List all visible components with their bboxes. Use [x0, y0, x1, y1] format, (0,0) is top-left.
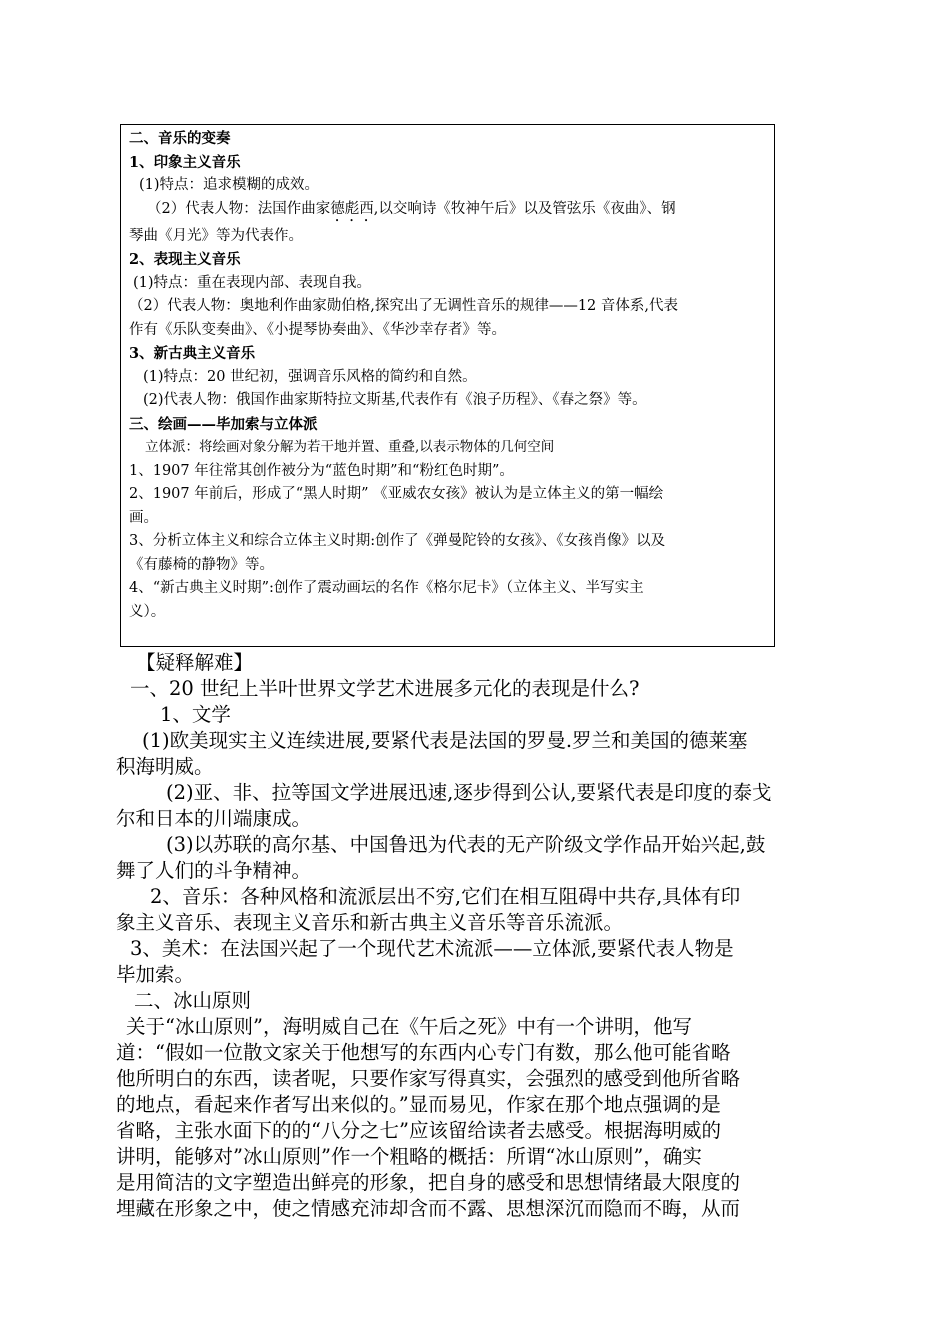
section-heading-painting: 三、绘画——毕加索与立体派 [129, 415, 318, 433]
impressionism-feature: (1)特点：追求模糊的成效。 [139, 177, 320, 193]
picasso-period-3-cont: 《有藤椅的静物》等。 [129, 556, 274, 573]
expressionism-representative: （2）代表人物：奥地利作曲家勋伯格,探究出了无调性音乐的规律——12 音体系,代表 [129, 298, 679, 314]
question-2: 二、冰山原则 [134, 989, 252, 1012]
iceberg-line-6: 讲明，能够对”冰山原则”作一个粗略的概括：所谓“冰山原则”，确实 [116, 1145, 702, 1168]
iceberg-line-5: 省略，主张水面下的的“八分之七”应该留给读者去感受。根据海明威的 [116, 1119, 721, 1142]
impressionism-representative: （2）代表人物：法国作曲家德彪西,以交响诗《牧神午后》以及管弦乐《夜曲》、钢 [147, 200, 676, 217]
cubism-definition: 立体派：将绘画对象分解为若干地并置、重叠,以表示物体的几何空间 [145, 439, 555, 455]
literature-title: 1、文学 [160, 703, 231, 726]
impressionism-representative-cont: 琴曲《月光》等为代表作。 [129, 227, 303, 244]
picasso-period-4: 4、“新古典主义时期”:创作了震动画坛的名作《格尔尼卡》（立体主义、半写实主 [129, 580, 644, 596]
debussy-name: 德彪西 [330, 200, 374, 217]
expressionism-representative-cont: 作有《乐队变奏曲》、《小提琴协奏曲》、《华沙幸存者》等。 [129, 321, 506, 338]
section-heading-music: 二、音乐的变奏 [129, 130, 231, 147]
picasso-period-2-cont: 画。 [129, 509, 158, 526]
literature-point-2-cont: 尔和日本的川端康成。 [116, 807, 312, 830]
iceberg-line-8: 埋藏在形象之中，使之情感充沛却含而不露、思想深沉而隐而不晦，从而 [116, 1197, 741, 1220]
neoclassicism-feature: (1)特点：20 世纪初，强调音乐风格的简约和自然。 [143, 368, 477, 385]
iceberg-line-4: 的地点，看起来作者写出来似的。”显而易见，作家在那个地点强调的是 [116, 1093, 721, 1116]
literature-point-3-cont: 舞了人们的斗争精神。 [116, 859, 312, 882]
question-1: 一、20 世纪上半叶世界文学艺术进展多元化的表现是什么? [130, 677, 640, 700]
music-point: 2、音乐：各种风格和流派层出不穷,它们在相互阻碍中共存,具体有印 [150, 885, 741, 908]
picasso-period-1: 1、1907 年往常其创作被分为“蓝色时期”和“粉红色时期”。 [129, 462, 514, 479]
iceberg-line-3: 他所明白的东西，读者呢，只要作家写得真实，会强烈的感受到他所省略 [116, 1067, 741, 1090]
picasso-period-2: 2、1907 年前后，形成了“黑人时期” 《亚威农女孩》被认为是立体主义的第一幅绘 [129, 486, 664, 502]
expressionism-feature: (1)特点：重在表现内部、表现自我。 [133, 274, 372, 291]
subheading-neoclassicism: 3、新古典主义音乐 [129, 345, 256, 362]
qa-heading: 【疑释解难】 [136, 651, 254, 674]
literature-point-1: (1)欧美现实主义连续进展,要紧代表是法国的罗曼.罗兰和美国的德莱塞 [142, 729, 748, 752]
neoclassicism-representative: (2)代表人物：俄国作曲家斯特拉文斯基,代表作有《浪子历程》、《春之祭》等。 [143, 392, 647, 408]
iceberg-line-7: 是用简洁的文字塑造出鲜亮的形象，把自身的感受和思想情绪最大限度的 [116, 1171, 741, 1194]
iceberg-line-1: 关于“冰山原则”，海明威自己在《午后之死》中有一个讲明，他写 [126, 1015, 692, 1038]
picasso-period-3: 3、分析立体主义和综合立体主义时期:创作了《弹曼陀铃的女孩》、《女孩肖像》以及 [129, 533, 666, 549]
summary-table-cell [120, 124, 775, 647]
literature-point-2: (2)亚、非、拉等国文学进展迅速,逐步得到公认,要紧代表是印度的泰戈 [166, 781, 772, 804]
literature-point-1-cont: 积海明威。 [116, 755, 214, 778]
subheading-impressionism: 1、印象主义音乐 [129, 153, 241, 171]
literature-point-3: (3)以苏联的高尔基、中国鲁迅为代表的无产阶级文学作品开始兴起,鼓 [166, 833, 766, 856]
music-point-cont: 象主义音乐、表现主义音乐和新古典主义音乐等音乐流派。 [116, 911, 624, 934]
art-point-cont: 毕加索。 [116, 963, 195, 986]
art-point: 3、美术：在法国兴起了一个现代艺术流派——立体派,要紧代表人物是 [130, 937, 734, 960]
subheading-expressionism: 2、表现主义音乐 [129, 251, 241, 268]
picasso-period-4-cont: 义）。 [129, 603, 166, 620]
iceberg-line-2: 道：“假如一位散文家关于他想写的东西内心专门有数，那么他可能省略 [116, 1041, 731, 1064]
qa-section [116, 650, 836, 1222]
